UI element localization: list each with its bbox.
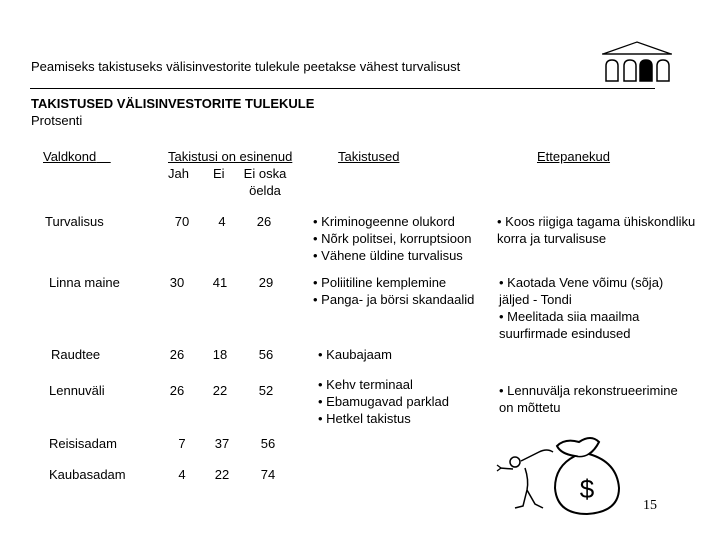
col-header-jah: Jah xyxy=(168,166,189,181)
page-number: 15 xyxy=(643,498,657,513)
row-area-reisisadam: Reisisadam xyxy=(49,436,117,451)
obstacles-linna-maine: • Poliitiline kemplemine • Panga- ja börsi skandaalid xyxy=(313,275,475,307)
row-ei-raudtee: 18 xyxy=(212,347,228,362)
row-area-raudtee: Raudtee xyxy=(51,347,101,362)
row-ei-reisisadam: 37 xyxy=(214,436,230,451)
row-jah-kaubasadam: 4 xyxy=(178,467,186,482)
row-jah-lennuvali: 26 xyxy=(169,383,185,398)
obstacles-turvalisus: • Kriminogeenne olukord • Nõrk politsei, korruptsioon • Vähene üldine turvalisus xyxy=(313,214,472,263)
building-logo-icon xyxy=(600,40,675,85)
row-eioska-turvalisus: 26 xyxy=(256,214,272,229)
slide-title: TAKISTUSED VÄLISINVESTORITE TULEKULE xyxy=(31,96,315,111)
col-header-ei: Ei xyxy=(213,166,225,181)
obstacles-lennuvali: • Kehv terminaal • Ebamugavad parklad • Hetkel takistus xyxy=(318,377,450,426)
proposals-lennuvali: • Lennuvälja rekonstrueerimine on mõttetu xyxy=(499,383,678,415)
col-header-group: Takistusi on esinenud xyxy=(168,149,293,164)
row-ei-lennuvali: 22 xyxy=(212,383,228,398)
row-ei-kaubasadam: 22 xyxy=(214,467,230,482)
row-jah-linna-maine: 30 xyxy=(169,275,185,290)
row-jah-raudtee: 26 xyxy=(169,347,185,362)
row-eioska-reisisadam: 56 xyxy=(260,436,276,451)
slide-subtitle: Peamiseks takistuseks välisinvestorite tulekule peetakse vähest turvalisust xyxy=(31,59,461,74)
col-header-ettepanekud: Ettepanekud xyxy=(537,149,611,164)
col-header-takistused: Takistused xyxy=(338,149,400,164)
row-eioska-linna-maine: 29 xyxy=(258,275,274,290)
row-area-kaubasadam: Kaubasadam xyxy=(49,467,126,482)
money-bag-dollar-sign: $ xyxy=(579,474,595,504)
obstacles-raudtee: • Kaubajaam xyxy=(318,347,392,362)
header-divider xyxy=(30,88,655,89)
row-ei-linna-maine: 41 xyxy=(212,275,228,290)
row-jah-reisisadam: 7 xyxy=(178,436,186,451)
col-header-ei-oska: Ei oska öelda xyxy=(243,166,287,198)
row-eioska-kaubasadam: 74 xyxy=(260,467,276,482)
unit-label: Protsenti xyxy=(31,113,83,128)
proposals-linna-maine: • Kaotada Vene võimu (sõja) jäljed - Tondi • Meelitada siia maailma suurfirmade esindused xyxy=(499,275,664,341)
row-area-turvalisus: Turvalisus xyxy=(45,214,104,229)
proposals-turvalisus: • Koos riigiga tagama ühiskondliku korra ja turvalisuse xyxy=(497,214,696,246)
row-area-linna-maine: Linna maine xyxy=(49,275,120,290)
row-area-lennuvali: Lennuväli xyxy=(49,383,105,398)
row-ei-turvalisus: 4 xyxy=(218,214,226,229)
row-jah-turvalisus: 70 xyxy=(174,214,190,229)
row-eioska-raudtee: 56 xyxy=(258,347,274,362)
row-eioska-lennuvali: 52 xyxy=(258,383,274,398)
col-header-valdkond: Valdkond xyxy=(43,149,97,164)
